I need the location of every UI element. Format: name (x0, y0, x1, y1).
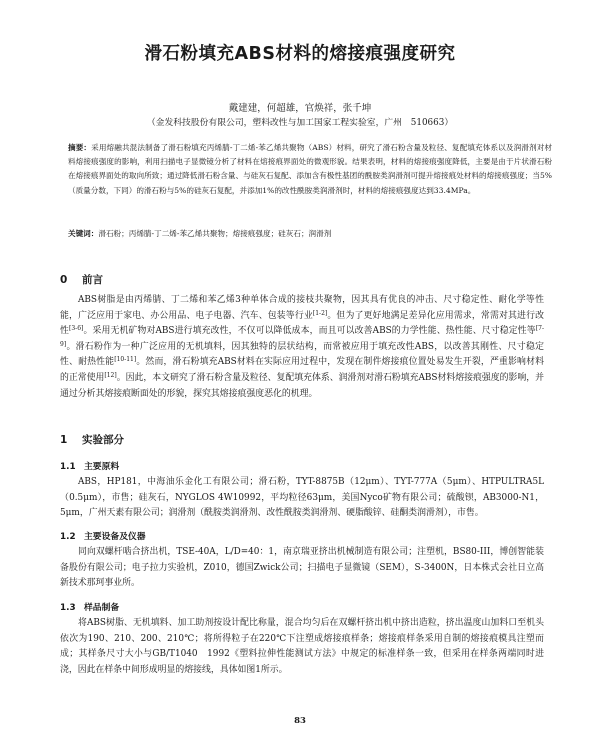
subsection-heading-equipment (60, 529, 146, 542)
materials-paragraph: ABS，HP181，中海油乐金化工有限公司；滑石粉，TYT-8875B（12μm）、TYT-777A（5μm）、HTPULTRA5L（0.5μm），市售；硅灰石，NYGLOS 4W10992，平均粒径63μm，美国Nyco矿物有限公司；硫酸钡，AB3000-N1，5μm，广州天素有限公司；润滑剂（酰胺类润滑剂、改性酰胺类润滑剂、硬脂酸锌、硅酮类润滑剂），市售。 (60, 477, 544, 519)
introduction-paragraph (60, 293, 544, 402)
citation-ref: [12] (104, 371, 117, 379)
citation-ref: [10-11] (114, 356, 137, 364)
subsection-heading-materials (60, 459, 119, 472)
intro-text-1: ABS树脂是由丙烯腈、丁二烯和苯乙烯3种单体合成的接枝共聚物，因其具有优良的冲击、尺寸稳定性、耐化学等性能，广泛应用于家电、办公用品、电子电器、汽车、包装等行业 (60, 295, 544, 321)
abstract-label: 摘要： (68, 143, 92, 152)
section-title: 前言 (82, 274, 103, 286)
paper-authors: 戴建建，何超雄，官焕祥，张千坤 (228, 103, 372, 114)
keywords-label: 关键词： (68, 229, 99, 238)
citation-ref: [3-6] (69, 325, 84, 333)
keywords-text: 滑石粉；丙烯腈-丁二烯-苯乙烯共聚物；熔接痕强度；硅灰石；润滑剂 (98, 229, 332, 238)
subsection-number: 1.3 (60, 603, 76, 613)
subsection-title: 样品制备 (84, 603, 120, 613)
section-number: 0 (60, 274, 68, 286)
subsection-title: 主要设备及仪器 (84, 532, 146, 542)
section-heading-experimental (60, 432, 124, 447)
section-number: 1 (60, 434, 68, 446)
sample-prep-paragraph: 将ABS树脂、无机填料、加工助剂按设计配比称量，混合均匀后在双螺杆挤出机中挤出造粒，挤出温度山加料口至机头依次为190、210、200、210℃；将所得粒子在220℃下注塑成熔接痕样条；熔接痕样条采用自制的熔接痕模具注塑而成；其样条尺寸大小与GB/T1040 1992《塑料拉伸性能测试方法》中规定的标准样条一致，但采用在样条两端同时进浇，因此在样条中间形成明显的熔接线，具体如图1所示。 (60, 618, 544, 675)
intro-text-3: 。采用无机矿物对ABS进行填充改性，不仅可以降低成本，而且可以改善ABS的力学性能、热性能、尺寸稳定性等 (83, 326, 536, 337)
citation-ref: [7-9] (60, 325, 545, 348)
paper-affiliation: （金发科技股份有限公司，塑料改性与加工国家工程实验室，广州 510663） (146, 118, 454, 128)
abstract-text: 采用熔融共混法制备了滑石粉填充丙烯腈-丁二烯-苯乙烯共聚物（ABS）材料，研究了滑石粉含量及粒径、复配填充体系以及润滑剂对材料熔接痕强度的影响，利用扫描电子显微镜分析了材料在熔接痕界面处的微观形貌。结果表明，材料的熔接痕强度降低，主要是由于片状滑石粉在熔接痕界面处的取向所致；通过降低滑石粉含量、与硅灰石复配、添加含有极性基团的酰胺类润滑剂可提升熔接痕处材料的熔接痕强度；当5%（质量分数，下同）的滑石粉与5%的硅灰石复配，并添加1%的改性酰胺类润滑剂时，材料的熔接痕强度达到33.4MPa。 (68, 143, 552, 195)
equipment-paragraph: 同向双螺杆啮合挤出机，TSE-40A，L/D=40：1，南京瑞亚挤出机械制造有限公司；注塑机，BS80-III，博创智能装备股份有限公司；电子拉力实验机，Z010，德国Zwick公司；扫描电子显微镜（SEM），S-3400N，日本株式会社日立高新技术那珂事业所。 (60, 547, 544, 589)
abstract (68, 141, 552, 198)
subsection-number: 1.1 (60, 462, 76, 472)
section-heading-introduction (60, 272, 103, 287)
intro-text-4: 。滑石粉作为一种广泛应用的无机填料，因其独特的层状结构，而常被应用于填充改性ABS，以改善其刚性、尺寸稳定性、耐热性能 (60, 341, 544, 368)
citation-ref: [1-2] (312, 309, 328, 317)
intro-text-6: 。因此，本文研究了滑石粉含量及粒径、复配填充体系、润滑剂对滑石粉填充ABS材料熔接痕强度的影响，并通过分析其熔接痕断面处的形貌，探究其熔接痕强度恶化的机理。 (60, 372, 545, 399)
subsection-title: 主要原料 (84, 462, 120, 472)
intro-text-5: 。然而，滑石粉填充ABS材料在实际应用过程中，发现在制件熔接痕位置处易发生开裂，严重影响材料的正常使用 (60, 357, 545, 383)
subsection-number: 1.2 (60, 532, 76, 542)
intro-text-2: 。但为了更好地满足差异化应用需求，常需对其进行改性 (60, 310, 544, 337)
keywords (68, 227, 552, 241)
subsection-heading-sample-prep (60, 600, 119, 613)
paper-title: 滑石粉填充ABS材料的熔接痕强度研究 (144, 44, 456, 64)
section-title: 实验部分 (82, 434, 124, 446)
page-number: 83 (294, 716, 306, 726)
